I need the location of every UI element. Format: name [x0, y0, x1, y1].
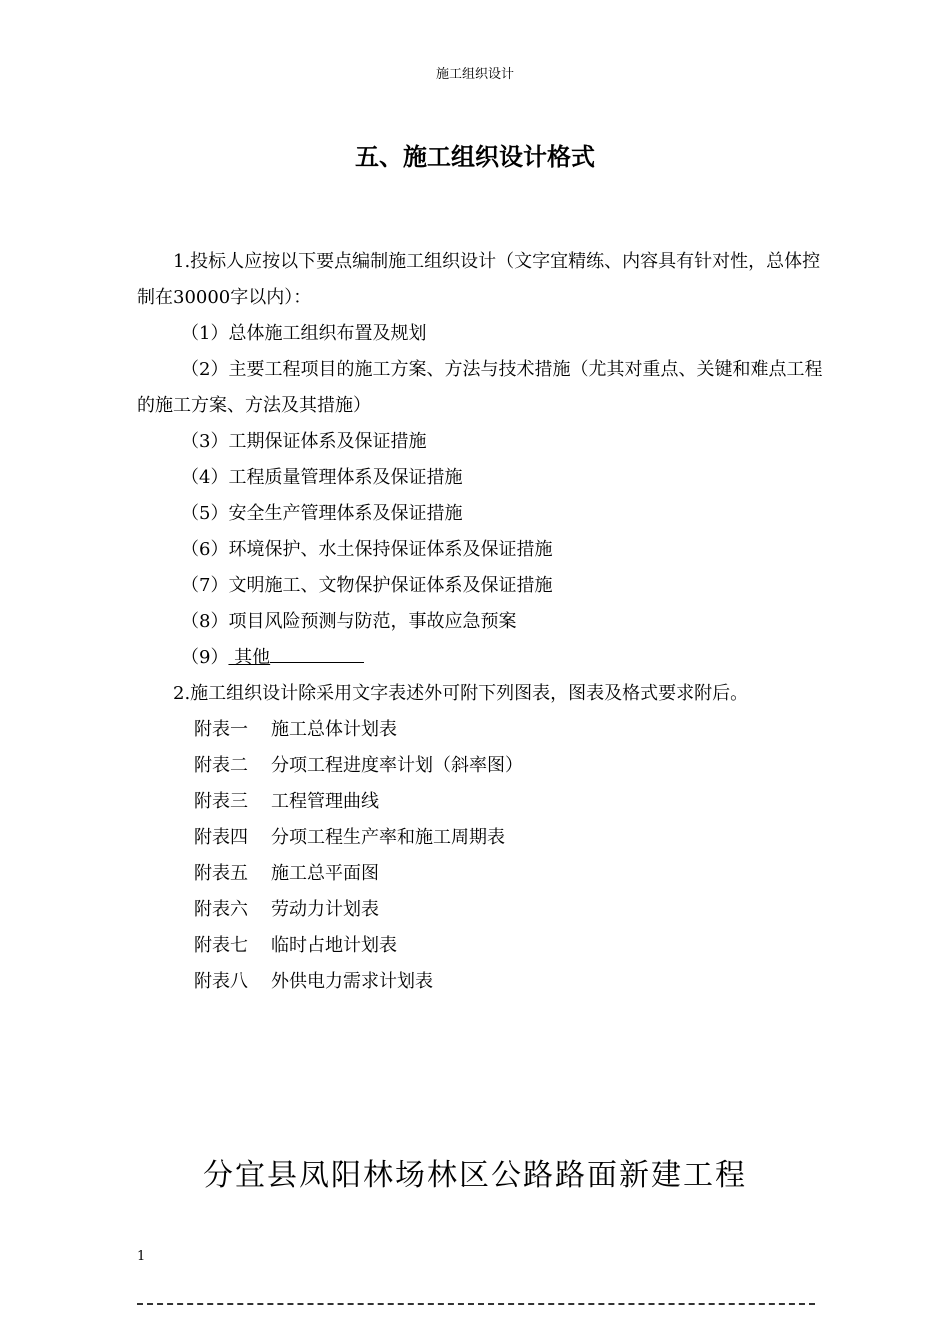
- appendix-item: [137, 820, 827, 856]
- section1-intro: 1.投标人应按以下要点编制施工组织设计（文字宜精练、内容具有针对性，总体控制在30000字以内）：: [137, 251, 821, 308]
- item9-prefix: （9）: [181, 647, 229, 668]
- appendix-item: [137, 928, 827, 964]
- list-item: （2）主要工程项目的施工方案、方法与技术措施（尤其对重点、关键和难点工程的施工方案、方法及其措施）: [137, 359, 823, 416]
- appendix-title: 分项工程生产率和施工周期表: [271, 827, 505, 848]
- document-body: [137, 244, 827, 1000]
- appendix-title: 劳动力计划表: [271, 899, 379, 920]
- appendix-title: 工程管理曲线: [271, 791, 379, 812]
- list-item: （4）工程质量管理体系及保证措施: [181, 467, 463, 488]
- appendix-code: 附表三: [194, 791, 248, 812]
- appendix-code: 附表五: [194, 863, 248, 884]
- running-header: 施工组织设计: [435, 67, 514, 82]
- footer-divider: [137, 1303, 815, 1305]
- appendix-code: 附表六: [194, 899, 248, 920]
- list-item: （1）总体施工组织布置及规划: [181, 323, 427, 344]
- appendix-item: [137, 892, 827, 928]
- appendix-title: 施工总平面图: [271, 863, 379, 884]
- appendix-code: 附表八: [194, 971, 248, 992]
- appendix-title: 外供电力需求计划表: [271, 971, 433, 992]
- list-item: （6）环境保护、水土保持保证体系及保证措施: [181, 539, 553, 560]
- appendix-title: 施工总体计划表: [271, 719, 397, 740]
- list-item-other: [137, 640, 827, 676]
- appendix-item: [137, 748, 827, 784]
- appendix-code: 附表四: [194, 827, 248, 848]
- list-item: （3）工期保证体系及保证措施: [181, 431, 427, 452]
- list-item: （8）项目风险预测与防范，事故应急预案: [181, 611, 517, 632]
- appendix-code: 附表二: [194, 755, 248, 776]
- page-title: 五、施工组织设计格式: [355, 142, 595, 171]
- item9-text: 其他: [228, 647, 271, 668]
- appendix-code: 附表七: [194, 935, 248, 956]
- appendix-code: 附表一: [194, 719, 248, 740]
- list-item: （5）安全生产管理体系及保证措施: [181, 503, 463, 524]
- project-name: 分宜县凤阳林场林区公路路面新建工程: [203, 1158, 747, 1193]
- appendix-item: [137, 964, 827, 1000]
- appendix-item: [137, 712, 827, 748]
- section2-intro: 2.施工组织设计除采用文字表述外可附下列图表，图表及格式要求附后。: [173, 683, 749, 704]
- page-number: 1: [137, 1249, 146, 1264]
- fill-in-blank: [270, 640, 364, 663]
- appendix-item: [137, 856, 827, 892]
- appendix-title: 临时占地计划表: [271, 935, 397, 956]
- list-item: （7）文明施工、文物保护保证体系及保证措施: [181, 575, 553, 596]
- appendix-title: 分项工程进度率计划（斜率图）: [271, 755, 523, 776]
- appendix-item: [137, 784, 827, 820]
